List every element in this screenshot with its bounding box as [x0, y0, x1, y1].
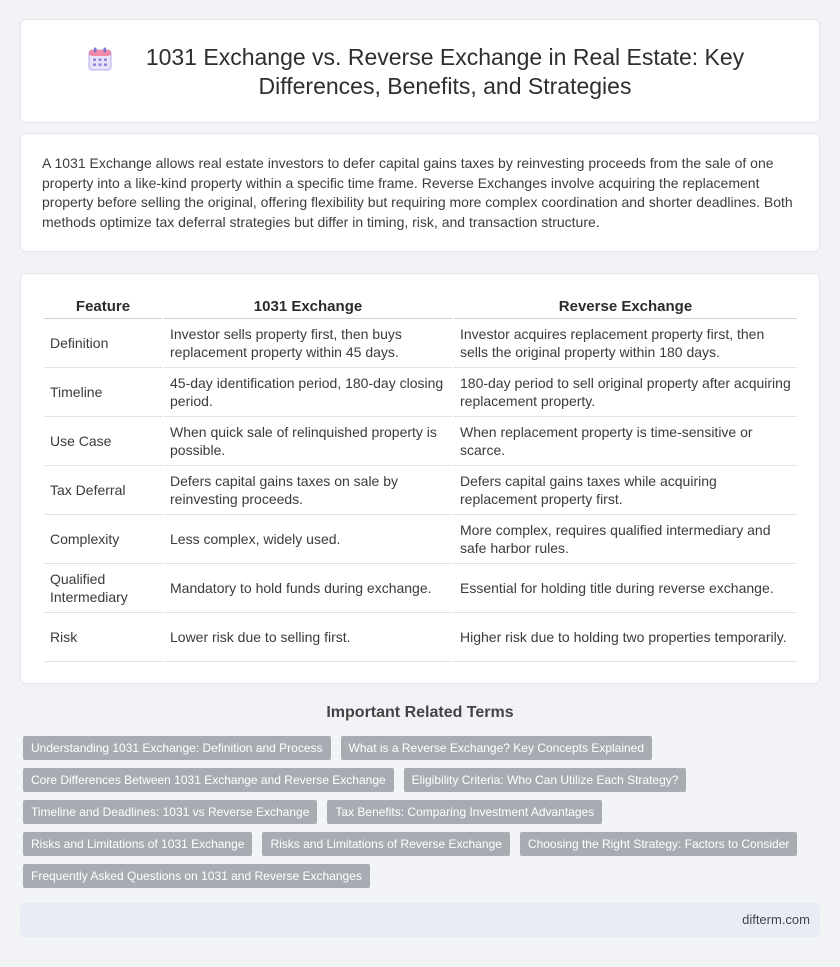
footer — [20, 903, 820, 937]
row-feature: Qualified Intermediary — [44, 564, 162, 613]
table-header-row — [44, 297, 797, 319]
related-term-link[interactable]: Understanding 1031 Exchange: Definition and Process — [23, 736, 331, 760]
row-reverse-value: More complex, requires qualified intermediary and safe harbor rules. — [454, 515, 797, 564]
table-row — [44, 515, 797, 564]
row-reverse-value: Investor acquires replacement property first, then sells the original property within 180 days. — [454, 319, 797, 368]
related-term-link[interactable]: Eligibility Criteria: Who Can Utilize Each Strategy? — [404, 768, 687, 792]
table-row — [44, 466, 797, 515]
row-reverse-value: 180-day period to sell original property after acquiring replacement property. — [454, 368, 797, 417]
header-1031-exchange: 1031 Exchange — [164, 297, 452, 319]
related-term-link[interactable]: Risks and Limitations of 1031 Exchange — [23, 832, 252, 856]
header-reverse-exchange: Reverse Exchange — [454, 297, 797, 319]
title-card — [20, 19, 820, 123]
row-1031-value: Investor sells property first, then buys replacement property within 45 days. — [164, 319, 452, 368]
row-1031-value: Mandatory to hold funds during exchange. — [164, 564, 452, 613]
related-term-link[interactable]: Choosing the Right Strategy: Factors to Consider — [520, 832, 797, 856]
row-1031-value: 45-day identification period, 180-day closing period. — [164, 368, 452, 417]
intro-paragraph: A 1031 Exchange allows real estate investors to defer capital gains taxes by reinvesting proceeds from the sale of one property into a like-kind property within a specific time frame. Reverse Exchanges involve acquiring the replacement property before selling the original, offering flexibility but requiring more complex coordination and shorter deadlines. Both methods optimize tax deferral strategies but differ in timing, risk, and transaction structure. — [42, 155, 793, 230]
row-1031-value: Defers capital gains taxes on sale by reinvesting proceeds. — [164, 466, 452, 515]
related-term-link[interactable]: Frequently Asked Questions on 1031 and Reverse Exchanges — [23, 864, 370, 888]
related-term-link[interactable]: Risks and Limitations of Reverse Exchange — [262, 832, 509, 856]
calendar-icon — [87, 46, 113, 72]
row-reverse-value: Higher risk due to holding two properties temporarily. — [454, 613, 797, 662]
row-1031-value: Less complex, widely used. — [164, 515, 452, 564]
table-row — [44, 319, 797, 368]
comparison-card — [20, 273, 820, 684]
row-feature: Timeline — [44, 368, 162, 417]
row-feature: Tax Deferral — [44, 466, 162, 515]
row-feature: Definition — [44, 319, 162, 368]
header-feature: Feature — [44, 297, 162, 319]
row-reverse-value: When replacement property is time-sensitive or scarce. — [454, 417, 797, 466]
table-row — [44, 368, 797, 417]
related-terms-list — [23, 736, 823, 888]
row-1031-value: When quick sale of relinquished property is possible. — [164, 417, 452, 466]
intro-card — [20, 133, 820, 252]
related-term-link[interactable]: Tax Benefits: Comparing Investment Advantages — [327, 800, 602, 824]
row-feature: Use Case — [44, 417, 162, 466]
comparison-table — [42, 297, 799, 662]
table-row — [44, 564, 797, 613]
row-reverse-value: Essential for holding title during reverse exchange. — [454, 564, 797, 613]
footer-site-name: difterm.com — [742, 912, 810, 927]
row-1031-value: Lower risk due to selling first. — [164, 613, 452, 662]
related-term-link[interactable]: Core Differences Between 1031 Exchange and Reverse Exchange — [23, 768, 394, 792]
row-feature: Complexity — [44, 515, 162, 564]
related-terms-heading: Important Related Terms — [326, 704, 514, 721]
page-title: 1031 Exchange vs. Reverse Exchange in Real Estate: Key Differences, Benefits, and Strategies — [145, 44, 745, 99]
related-term-link[interactable]: What is a Reverse Exchange? Key Concepts Explained — [341, 736, 653, 760]
table-row — [44, 613, 797, 662]
related-term-link[interactable]: Timeline and Deadlines: 1031 vs Reverse Exchange — [23, 800, 317, 824]
row-feature: Risk — [44, 613, 162, 662]
row-reverse-value: Defers capital gains taxes while acquiring replacement property first. — [454, 466, 797, 515]
table-row — [44, 417, 797, 466]
